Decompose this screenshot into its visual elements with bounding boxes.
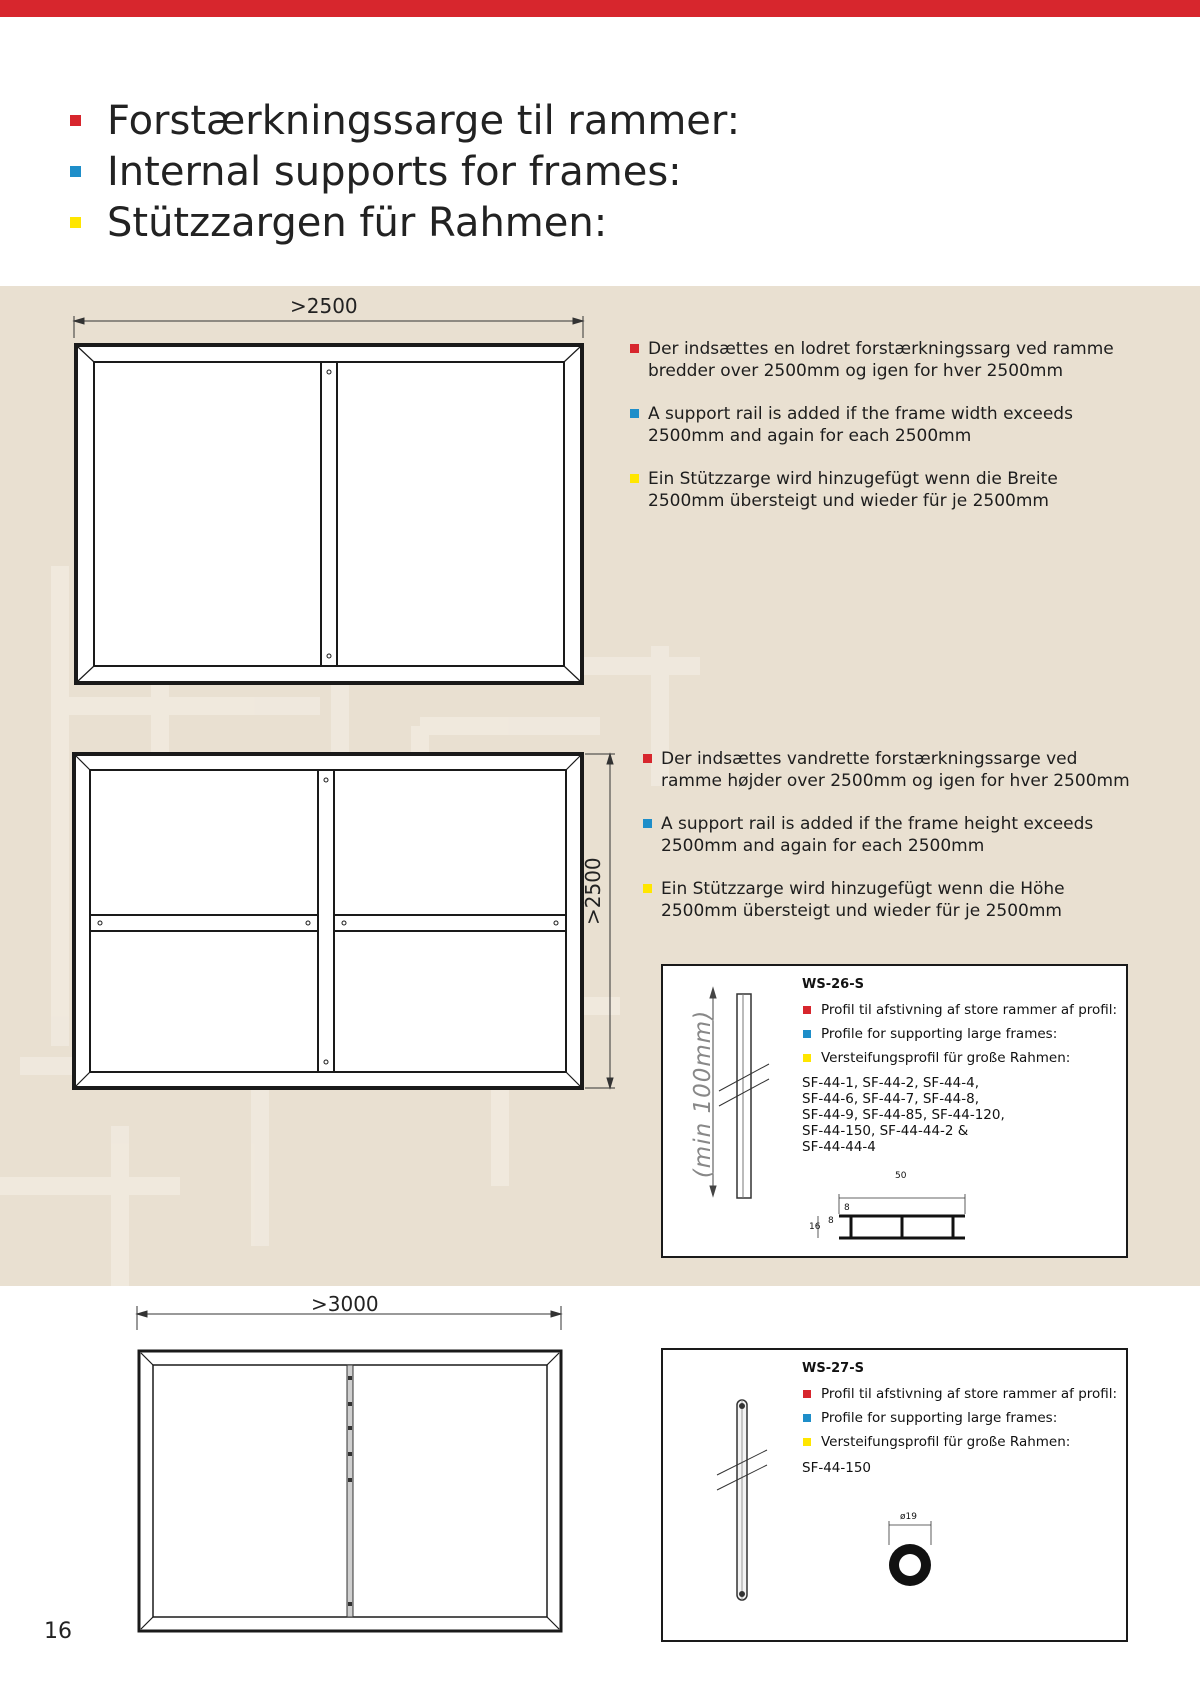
blue-square-icon bbox=[70, 166, 81, 177]
section1-bullets bbox=[630, 338, 1120, 533]
dim-b-label: 8 bbox=[828, 1216, 834, 1226]
bullet-english: A support rail is added if the frame width exceeds 2500mm and again for each 2500mm bbox=[630, 403, 1120, 447]
red-square-icon bbox=[643, 754, 652, 763]
min-length-label: (min 100mm) bbox=[690, 1009, 716, 1179]
product-code: WS-26-S bbox=[802, 977, 864, 992]
bullet-english: A support rail is added if the frame height exceeds 2500mm and again for each 2500mm bbox=[643, 813, 1133, 857]
red-square-icon bbox=[70, 115, 81, 126]
diameter-label: ø19 bbox=[900, 1512, 917, 1522]
yellow-square-icon bbox=[803, 1054, 811, 1062]
box-item-danish: Profil til afstivning af store rammer af profil: bbox=[803, 1386, 1117, 1402]
dimension-line-width bbox=[74, 316, 583, 338]
dim-width-label: 50 bbox=[895, 1171, 907, 1181]
yellow-square-icon bbox=[70, 217, 81, 228]
bullet-danish: Der indsættes vandrette forstærkningssarge ved ramme højder over 2500mm og igen for hver 2500mm bbox=[643, 748, 1133, 792]
rail-side-view bbox=[737, 994, 751, 1198]
horizontal-support-left bbox=[90, 915, 318, 931]
box-item-english: Profile for supporting large frames: bbox=[803, 1026, 1057, 1042]
frame-drawing-height bbox=[70, 748, 630, 1098]
dimension-label-wide: >3000 bbox=[311, 1292, 379, 1316]
yellow-square-icon bbox=[630, 474, 639, 483]
box-item-german: Versteifungsprofil für große Rahmen: bbox=[803, 1050, 1070, 1066]
blue-square-icon bbox=[803, 1414, 811, 1422]
vertical-support-rail bbox=[321, 362, 337, 666]
page-number: 16 bbox=[44, 1619, 72, 1644]
dimension-label-height: >2500 bbox=[581, 857, 605, 925]
product-code: WS-27-S bbox=[802, 1361, 864, 1376]
title-danish: Forstærkningssarge til rammer: bbox=[107, 97, 741, 144]
dim-a-label: 8 bbox=[844, 1203, 850, 1213]
box-item-danish: Profil til afstivning af store rammer af profil: bbox=[803, 1002, 1117, 1018]
title-line-german bbox=[70, 197, 740, 248]
profile-list: SF-44-150 bbox=[802, 1460, 872, 1476]
horizontal-support-right bbox=[334, 915, 566, 931]
top-accent-bar bbox=[0, 0, 1200, 17]
profile-list: SF-44-1, SF-44-2, SF-44-4, SF-44-6, SF-44-7, SF-44-8, SF-44-9, SF-44-85, SF-44-120, SF-44-150, SF-44-44-2 & SF-44-44-4 bbox=[802, 1075, 1005, 1155]
blue-square-icon bbox=[630, 409, 639, 418]
dim-height-label: 16 bbox=[809, 1222, 821, 1232]
box-item-english: Profile for supporting large frames: bbox=[803, 1410, 1057, 1426]
yellow-square-icon bbox=[803, 1438, 811, 1446]
title-line-english bbox=[70, 146, 740, 197]
vertical-support-rail bbox=[318, 770, 334, 1072]
product-box-ws27 bbox=[661, 1348, 1128, 1642]
bullet-german: Ein Stützzarge wird hinzugefügt wenn die Höhe 2500mm übersteigt und wieder für je 2500mm bbox=[643, 878, 1133, 922]
title-list bbox=[70, 95, 740, 248]
frame-drawing-width bbox=[70, 308, 590, 688]
bullet-danish: Der indsættes en lodret forstærkningssarg ved ramme bredder over 2500mm og igen for hver 2500mm bbox=[630, 338, 1120, 382]
box-item-german: Versteifungsprofil für große Rahmen: bbox=[803, 1434, 1070, 1450]
blue-square-icon bbox=[803, 1030, 811, 1038]
frame-drawing-wide bbox=[133, 1306, 573, 1636]
section2-bullets bbox=[643, 748, 1133, 943]
rail-cross-section bbox=[839, 1216, 965, 1238]
title-line-danish bbox=[70, 95, 740, 146]
red-square-icon bbox=[803, 1390, 811, 1398]
title-english: Internal supports for frames: bbox=[107, 148, 682, 195]
title-german: Stützzargen für Rahmen: bbox=[107, 199, 608, 246]
yellow-square-icon bbox=[643, 884, 652, 893]
dimension-label-width: >2500 bbox=[290, 294, 358, 318]
red-square-icon bbox=[803, 1006, 811, 1014]
red-square-icon bbox=[630, 344, 639, 353]
blue-square-icon bbox=[643, 819, 652, 828]
product-box-ws26 bbox=[661, 964, 1128, 1258]
bullet-german: Ein Stützzarge wird hinzugefügt wenn die Breite 2500mm übersteigt und wieder für je 2500mm bbox=[630, 468, 1120, 512]
